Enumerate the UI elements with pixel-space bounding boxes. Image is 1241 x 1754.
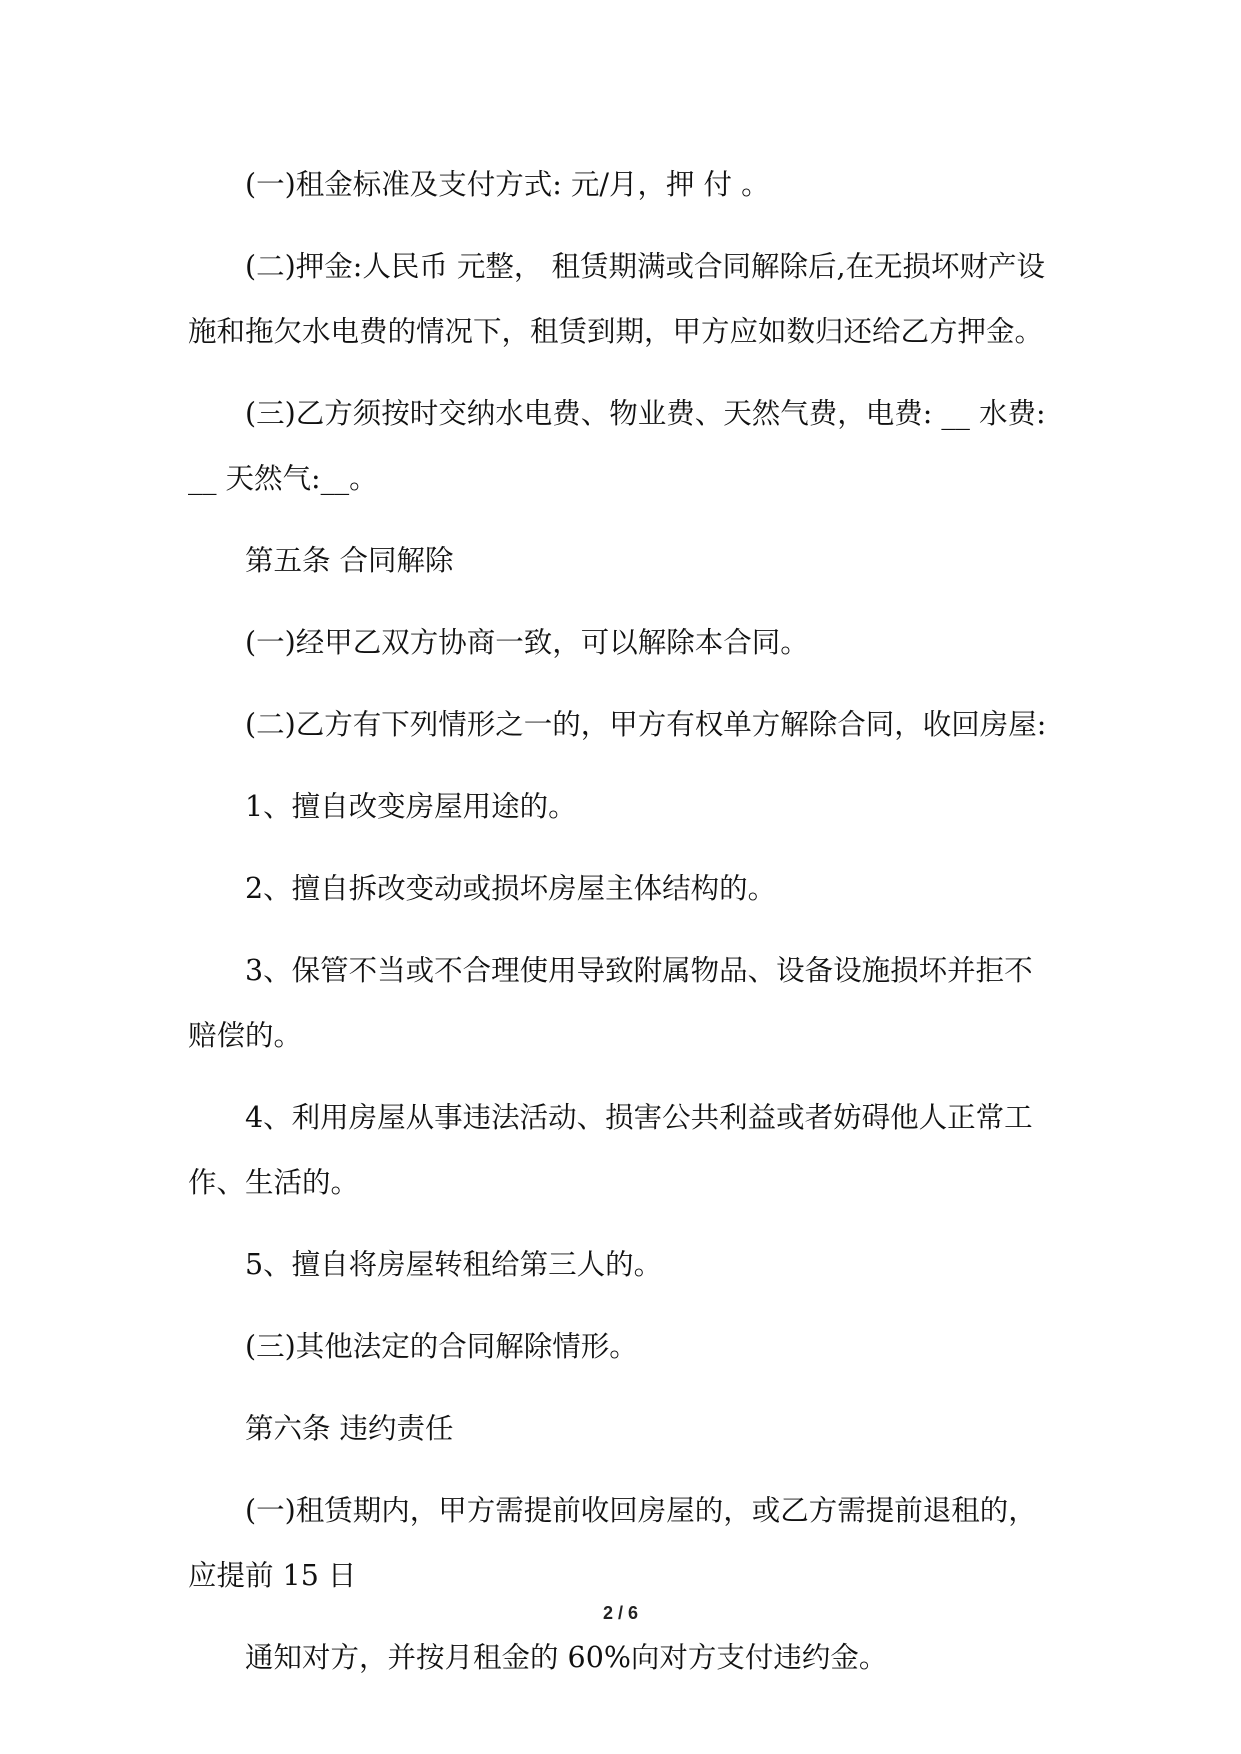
clause-mutual-termination: (一)经甲乙双方协商一致，可以解除本合同。 [245, 626, 809, 659]
clause-deposit: (二)押金:人民币 元整， 租赁期满或合同解除后,在无损坏财产设施和拖欠水电费的情况下，租赁到期，甲方应如数归还给乙方押金。 [188, 250, 1046, 348]
clause-unilateral-termination: (二)乙方有下列情形之一的，甲方有权单方解除合同，收回房屋: [245, 708, 1047, 741]
clause-other-termination: (三)其他法定的合同解除情形。 [245, 1330, 638, 1363]
termination-item-2: 2、擅自拆改变动或损坏房屋主体结构的。 [245, 872, 777, 905]
article-5-heading: 第五条 合同解除 [245, 544, 454, 577]
clause-penalty-notice: 通知对方，并按月租金的 60%向对方支付违约金。 [245, 1641, 888, 1674]
document-body [188, 152, 1058, 1707]
page-number: 2 / 6 [602, 1603, 639, 1623]
termination-item-1: 1、擅自改变房屋用途的。 [245, 790, 577, 823]
termination-item-4: 4、利用房屋从事违法活动、损害公共利益或者妨碍他人正常工作、生活的。 [188, 1101, 1033, 1199]
article-6-heading: 第六条 违约责任 [245, 1412, 454, 1445]
termination-item-3: 3、保管不当或不合理使用导致附属物品、设备设施损坏并拒不赔偿的。 [188, 954, 1033, 1052]
termination-item-5: 5、擅自将房屋转租给第三人的。 [245, 1248, 663, 1281]
clause-early-termination: (一)租赁期内，甲方需提前收回房屋的，或乙方需提前退租的，应提前 15 日 [188, 1494, 1037, 1592]
clause-rent-standard: (一)租金标准及支付方式: 元/月，押 付 。 [245, 168, 770, 201]
clause-utility-fees: (三)乙方须按时交纳水电费、物业费、天然气费，电费: __ 水费:__ 天然气:__。 [188, 397, 1046, 495]
